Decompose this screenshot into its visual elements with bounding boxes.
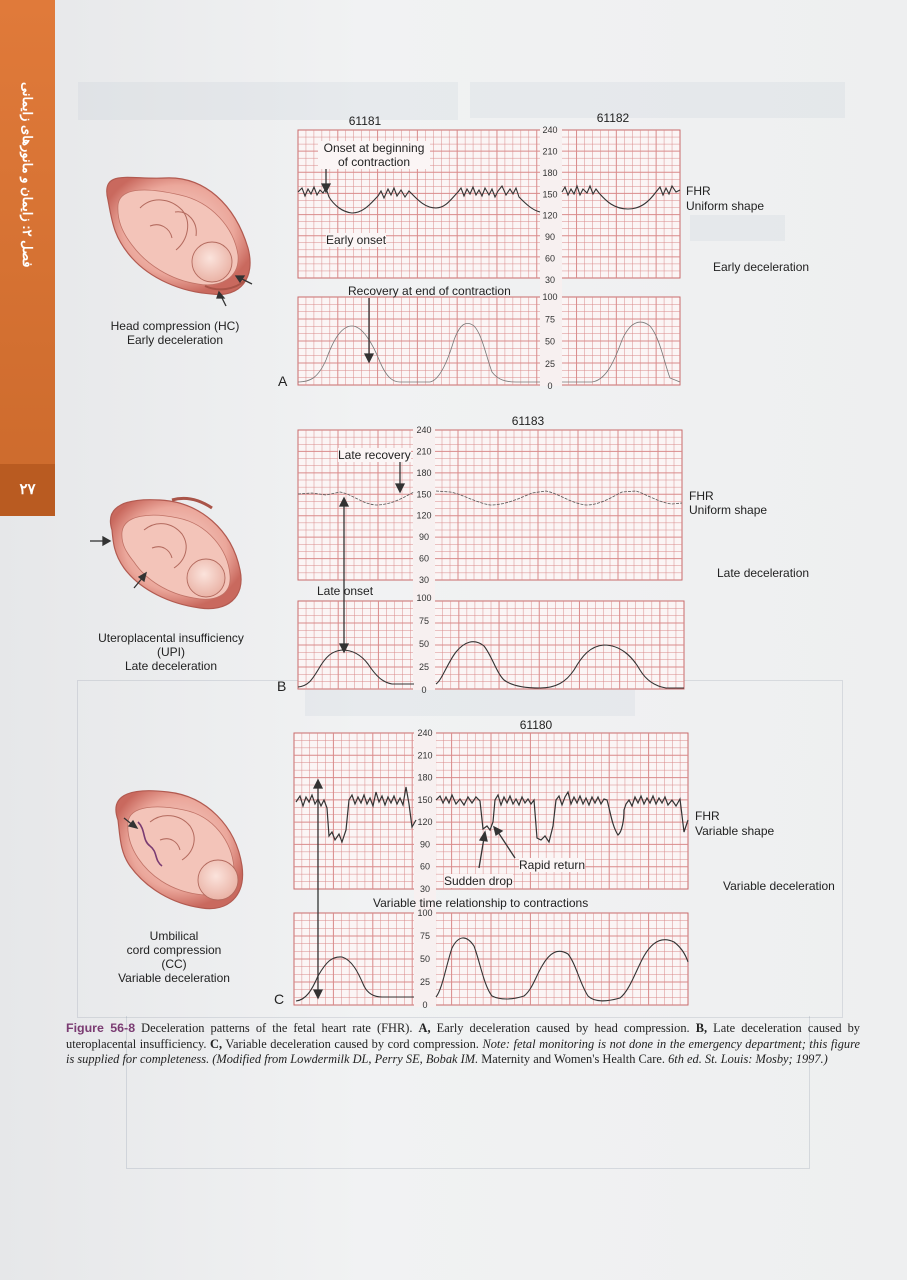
- fhr-tick-label: 90: [544, 232, 556, 243]
- fhr-tick-label: 150: [417, 794, 433, 805]
- strip-c-fhr: [294, 733, 688, 889]
- caption-note: Note: fetal monitoring is not done in the emergency department; this figure is supplied for completeness. (Modified from Lowdermilk DL, Perry SE, Bobak IM.: [66, 1036, 860, 1066]
- panel-letter-a: A: [278, 373, 288, 389]
- fhr-tick-label: 60: [418, 553, 430, 564]
- figure-caption: [66, 1021, 860, 1068]
- shape-label: Variable shape: [695, 824, 775, 838]
- caption-text: Maternity and Women's Health Care.: [478, 1052, 669, 1066]
- caption-text: Variable deceleration caused by cord compression.: [222, 1036, 483, 1051]
- annotation-onset: Onset at beginning: [318, 141, 430, 155]
- uc-tick-label: 75: [544, 314, 556, 325]
- pattern-label-late: Late deceleration: [717, 566, 810, 580]
- fhr-tick-label: 60: [544, 253, 556, 264]
- uc-tick-label: 0: [421, 685, 427, 695]
- illustration-caption: Uteroplacental insufficiency: [98, 631, 244, 645]
- fhr-tick-label: 90: [419, 839, 431, 850]
- illustration-caption-2: cord compression: [126, 943, 222, 957]
- strip-c-uc: [294, 913, 688, 1005]
- illustration-caption-3: (CC): [161, 957, 187, 971]
- uc-tick-label: 75: [419, 931, 431, 941]
- strip-id: 61180: [519, 718, 553, 732]
- illustration-caption-2: (UPI): [157, 645, 185, 659]
- strip-a-uc: [298, 297, 680, 385]
- fhr-tick-label: 210: [417, 750, 433, 761]
- fhr-tick-label: 210: [542, 146, 558, 157]
- fhr-tick-label: 150: [416, 489, 432, 500]
- uc-tick-label: 50: [544, 336, 556, 347]
- fhr-label: FHR: [686, 184, 711, 198]
- fhr-tick-label: 150: [542, 189, 558, 200]
- caption-text: Early deceleration caused by head compression.: [430, 1021, 696, 1035]
- fhr-tick-label: 240: [416, 425, 432, 435]
- pattern-label-early: Early deceleration: [713, 260, 810, 274]
- caption-panel-b: B,: [695, 1021, 708, 1035]
- fhr-label: FHR: [689, 489, 714, 503]
- fetus-illustration-cord-compression: [116, 791, 243, 909]
- annotation-rapid-return: Rapid return: [519, 858, 586, 872]
- uc-tick-label: 25: [544, 358, 556, 369]
- illustration-caption-3: Late deceleration: [124, 659, 218, 673]
- figure-number: Figure 56-8: [66, 1021, 136, 1035]
- fhr-label: FHR: [695, 809, 720, 823]
- uc-tick-label: 100: [416, 593, 432, 603]
- fhr-tick-label: 180: [417, 772, 433, 783]
- fhr-tick-label: 60: [419, 861, 431, 872]
- uc-tick-label: 25: [419, 977, 431, 987]
- panel-letter-c: C: [274, 991, 285, 1007]
- caption-panel-a: A,: [418, 1021, 431, 1035]
- caption-text: Deceleration patterns of the fetal heart rate (FHR).: [135, 1021, 419, 1035]
- fhr-tick-label: 240: [542, 125, 558, 135]
- uc-tick-label: 0: [422, 1000, 428, 1010]
- caption-text: Late deceleration caused by uteroplacental insufficiency.: [66, 1021, 861, 1051]
- page-number: ۲۷: [0, 464, 55, 516]
- fhr-tick-label: 180: [542, 167, 558, 178]
- annotation-onset-2: of contraction: [318, 155, 430, 169]
- strip-b-uc: [298, 601, 684, 689]
- fhr-tick-label: 120: [417, 817, 433, 828]
- fhr-tick-label: 210: [416, 446, 432, 457]
- uc-tick-label: 100: [417, 908, 433, 918]
- fhr-tick-label: 180: [416, 467, 432, 478]
- uc-tick-label: 25: [418, 662, 430, 672]
- annotation-early-onset: Early onset: [326, 233, 387, 247]
- illustration-caption-4: Variable deceleration: [118, 971, 230, 985]
- uc-tick-label: 0: [547, 381, 553, 391]
- caption-citation: 6th ed. St. Louis: Mosby; 1997.): [668, 1052, 828, 1066]
- fetus-illustration-head-compression: [107, 177, 252, 306]
- shape-label: Uniform shape: [686, 199, 765, 213]
- strip-id: 61181: [348, 114, 382, 128]
- fhr-tick-label: 30: [544, 275, 556, 285]
- pattern-label-variable: Variable deceleration: [723, 879, 835, 893]
- fhr-tick-label: 90: [418, 532, 430, 543]
- illustration-caption-2: Early deceleration: [126, 333, 224, 347]
- fhr-tick-label: 240: [417, 728, 433, 738]
- fhr-tick-label: 30: [418, 575, 430, 585]
- caption-panel-c: C,: [210, 1036, 223, 1051]
- chapter-title: فصل ۲: زایمان و مانورهای زایمانی: [20, 82, 35, 268]
- fhr-tick-label: 120: [542, 210, 558, 221]
- annotation-sudden-drop: Sudden drop: [444, 874, 513, 888]
- fhr-tick-label: 30: [419, 884, 431, 894]
- fetus-illustration-uteroplacental-insufficiency: [90, 498, 241, 608]
- uc-tick-label: 50: [419, 954, 431, 964]
- strip-id: 61183: [511, 414, 545, 428]
- uc-tick-label: 50: [418, 639, 430, 649]
- annotation-late-onset: Late onset: [317, 584, 374, 598]
- annotation-late-recovery: Late recovery: [338, 448, 411, 462]
- illustration-caption: Head compression (HC): [110, 319, 240, 333]
- shape-label: Uniform shape: [689, 503, 768, 517]
- annotation-variable-time: Variable time relationship to contractions: [373, 896, 589, 910]
- uc-tick-label: 100: [542, 292, 558, 302]
- strip-id: 61182: [596, 111, 630, 125]
- illustration-caption: Umbilical: [149, 929, 199, 943]
- annotation-recovery: Recovery at end of contraction: [348, 284, 511, 298]
- panel-letter-b: B: [277, 678, 287, 694]
- uc-tick-label: 75: [418, 616, 430, 626]
- fhr-tick-label: 120: [416, 510, 432, 521]
